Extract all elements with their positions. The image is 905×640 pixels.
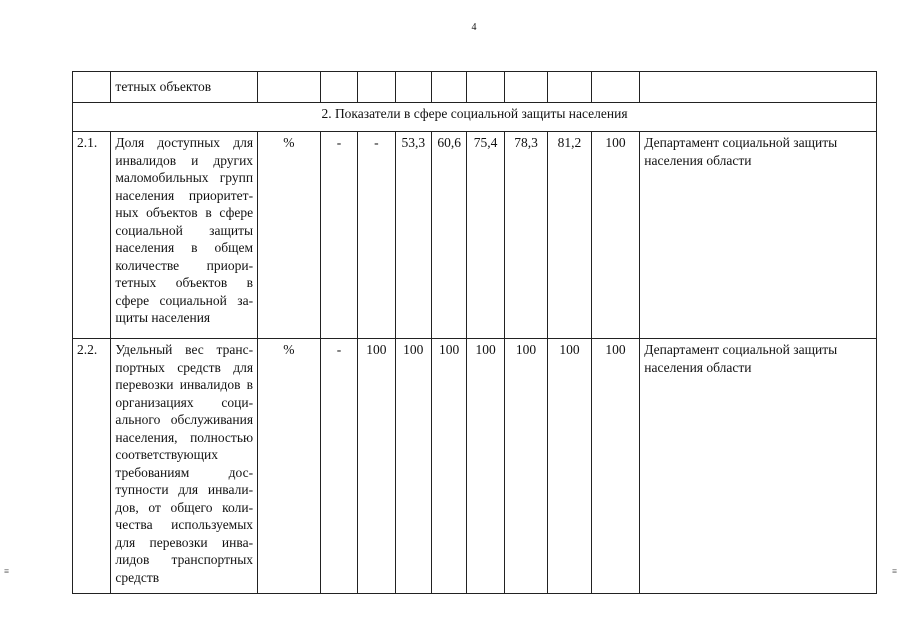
value-cell: 100 xyxy=(467,339,504,594)
value-cell: - xyxy=(320,339,357,594)
unit-cell: % xyxy=(258,132,321,339)
value-cell: 53,3 xyxy=(395,132,431,339)
row-number: 2.2. xyxy=(73,339,111,594)
value-cell: 100 xyxy=(504,339,547,594)
right-margin-mark: ≡ xyxy=(892,566,898,576)
value-cell: - xyxy=(358,132,395,339)
left-margin-mark: ≡ xyxy=(4,566,10,576)
indicator-name: Доля доступных для инвалидов и других маломобильных групп населения приоритетных объектов в сфере социальной защиты населения в общем количестве приоритетных объектов в сфере социальной защиты населения xyxy=(111,132,258,339)
executor-cell: Департамент социальной защиты населения области xyxy=(640,132,877,339)
table-row xyxy=(73,339,877,594)
indicators-table xyxy=(72,71,877,594)
value-cell: 81,2 xyxy=(548,132,591,339)
value-cell: 100 xyxy=(431,339,466,594)
indicator-name-cell: тетных объектов xyxy=(111,72,258,103)
num-cell xyxy=(73,72,111,103)
value-cell: 100 xyxy=(591,339,640,594)
indicator-name: Удельный вес транспортных средств для перевозки инвалидов в организациях социального обслуживания населения, полностью соответствующих требованиям доступности для инвалидов, от общего количества используемых для перевозки инвалидов транспортных средств xyxy=(111,339,258,594)
executor-cell: Департамент социальной защиты населения области xyxy=(640,339,877,594)
value-cell: 100 xyxy=(358,339,395,594)
value-cell: 100 xyxy=(395,339,431,594)
page-number: 4 xyxy=(471,22,477,33)
value-cell: 75,4 xyxy=(467,132,504,339)
value-cell: 78,3 xyxy=(504,132,547,339)
section-header-row xyxy=(73,103,877,132)
value-cell: - xyxy=(320,132,357,339)
unit-cell: % xyxy=(258,339,321,594)
value-cell: 100 xyxy=(591,132,640,339)
continuation-row xyxy=(73,72,877,103)
value-cell: 100 xyxy=(548,339,591,594)
table-row xyxy=(73,132,877,339)
row-number: 2.1. xyxy=(73,132,111,339)
section-title: 2. Показатели в сфере социальной защиты населения xyxy=(73,103,877,132)
value-cell: 60,6 xyxy=(431,132,466,339)
